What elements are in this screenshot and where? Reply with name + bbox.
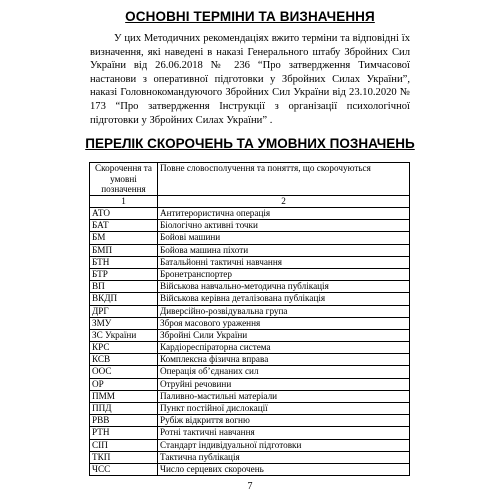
definition-cell: Отруйні речовини xyxy=(158,378,410,390)
table-row xyxy=(90,256,410,268)
table-row xyxy=(90,439,410,451)
column-number-row xyxy=(90,196,410,208)
abbreviation-cell: ЧСС xyxy=(90,463,158,475)
intro-paragraph: У цих Методичних рекомендаціях вжито терміни та відповідні їх визначення, які наведені в наказі Генерального штабу Збройних Сил України від 26.06.2018 № 236 “Про затвердження Тимчасової настанови з оперативної підготовки у Збройних Силах України”, наказі Головнокомандуючого Збройних Сил України від 23.10.2020 № 173 “Про затвердження Інструкції з організації психологічної підготовки у Збройних Силах України” . xyxy=(90,33,410,126)
abbreviation-cell: АТО xyxy=(90,208,158,220)
table-row xyxy=(90,354,410,366)
table-row xyxy=(90,451,410,463)
table-row xyxy=(90,366,410,378)
abbreviation-cell: РТН xyxy=(90,427,158,439)
definition-cell: Паливно-мастильні матеріали xyxy=(158,390,410,402)
abbreviations-table xyxy=(89,162,410,476)
table-row xyxy=(90,390,410,402)
abbreviation-cell: КРС xyxy=(90,342,158,354)
table-row xyxy=(90,268,410,280)
section-title-abbreviations: ПЕРЕЛІК СКОРОЧЕНЬ ТА УМОВНИХ ПОЗНАЧЕНЬ xyxy=(85,136,415,151)
abbreviation-cell: ВП xyxy=(90,281,158,293)
table-row xyxy=(90,317,410,329)
definition-cell: Бойові машини xyxy=(158,232,410,244)
abbreviation-cell: ЗМУ xyxy=(90,317,158,329)
table-row xyxy=(90,463,410,475)
definition-cell: Військова керівна деталізована публікація xyxy=(158,293,410,305)
abbreviation-cell: БМП xyxy=(90,244,158,256)
header-full-term: Повне словосполучення та поняття, що скорочуються xyxy=(158,163,410,196)
abbreviation-cell: КСВ xyxy=(90,354,158,366)
abbreviation-cell: ООС xyxy=(90,366,158,378)
table-row xyxy=(90,329,410,341)
table-row xyxy=(90,403,410,415)
definition-cell: Зброя масового ураження xyxy=(158,317,410,329)
abbreviation-cell: ВКДП xyxy=(90,293,158,305)
definition-cell: Комплексна фізична вправа xyxy=(158,354,410,366)
abbreviation-cell: ОР xyxy=(90,378,158,390)
definition-cell: Операція об’єднаних сил xyxy=(158,366,410,378)
header-abbreviation: Скорочення та умовні позначення xyxy=(90,163,158,196)
table-row xyxy=(90,342,410,354)
table-row xyxy=(90,208,410,220)
definition-cell: Батальйонні тактичні навчання xyxy=(158,256,410,268)
definition-cell: Бойова машина піхоти xyxy=(158,244,410,256)
definition-cell: Тактична публікація xyxy=(158,451,410,463)
definition-cell: Рубіж відкриття вогню xyxy=(158,415,410,427)
definition-cell: Збройні Сили України xyxy=(158,329,410,341)
table-body xyxy=(90,196,410,476)
definition-cell: Біологічно активні точки xyxy=(158,220,410,232)
abbreviation-cell: БТР xyxy=(90,268,158,280)
abbreviation-cell: БАТ xyxy=(90,220,158,232)
definition-cell: Диверсійно-розвідувальна група xyxy=(158,305,410,317)
definition-cell: Бронетранспортер xyxy=(158,268,410,280)
section-title-terms: ОСНОВНІ ТЕРМІНИ ТА ВИЗНАЧЕННЯ xyxy=(125,9,375,24)
abbreviation-cell: ПММ xyxy=(90,390,158,402)
column-number-1: 1 xyxy=(90,196,158,208)
abbreviation-cell: СІП xyxy=(90,439,158,451)
abbreviation-cell: ТКП xyxy=(90,451,158,463)
abbreviation-cell: БТН xyxy=(90,256,158,268)
table-row xyxy=(90,427,410,439)
abbreviation-cell: БМ xyxy=(90,232,158,244)
column-number-2: 2 xyxy=(158,196,410,208)
table-row xyxy=(90,281,410,293)
page-number: 7 xyxy=(247,481,253,492)
abbreviation-cell: ППД xyxy=(90,403,158,415)
abbreviation-cell: ЗС України xyxy=(90,329,158,341)
definition-cell: Військова навчально-методична публікація xyxy=(158,281,410,293)
definition-cell: Стандарт індивідуальної підготовки xyxy=(158,439,410,451)
definition-cell: Ротні тактичні навчання xyxy=(158,427,410,439)
table-header-row xyxy=(90,163,410,196)
table-row xyxy=(90,220,410,232)
definition-cell: Кардіореспіраторна система xyxy=(158,342,410,354)
definition-cell: Пункт постійної дислокації xyxy=(158,403,410,415)
definition-cell: Число серцевих скорочень xyxy=(158,463,410,475)
table-row xyxy=(90,244,410,256)
table-row xyxy=(90,232,410,244)
abbreviation-cell: РВВ xyxy=(90,415,158,427)
table-row xyxy=(90,293,410,305)
table-row xyxy=(90,415,410,427)
definition-cell: Антитерористична операція xyxy=(158,208,410,220)
table-row xyxy=(90,378,410,390)
table-row xyxy=(90,305,410,317)
abbreviation-cell: ДРГ xyxy=(90,305,158,317)
